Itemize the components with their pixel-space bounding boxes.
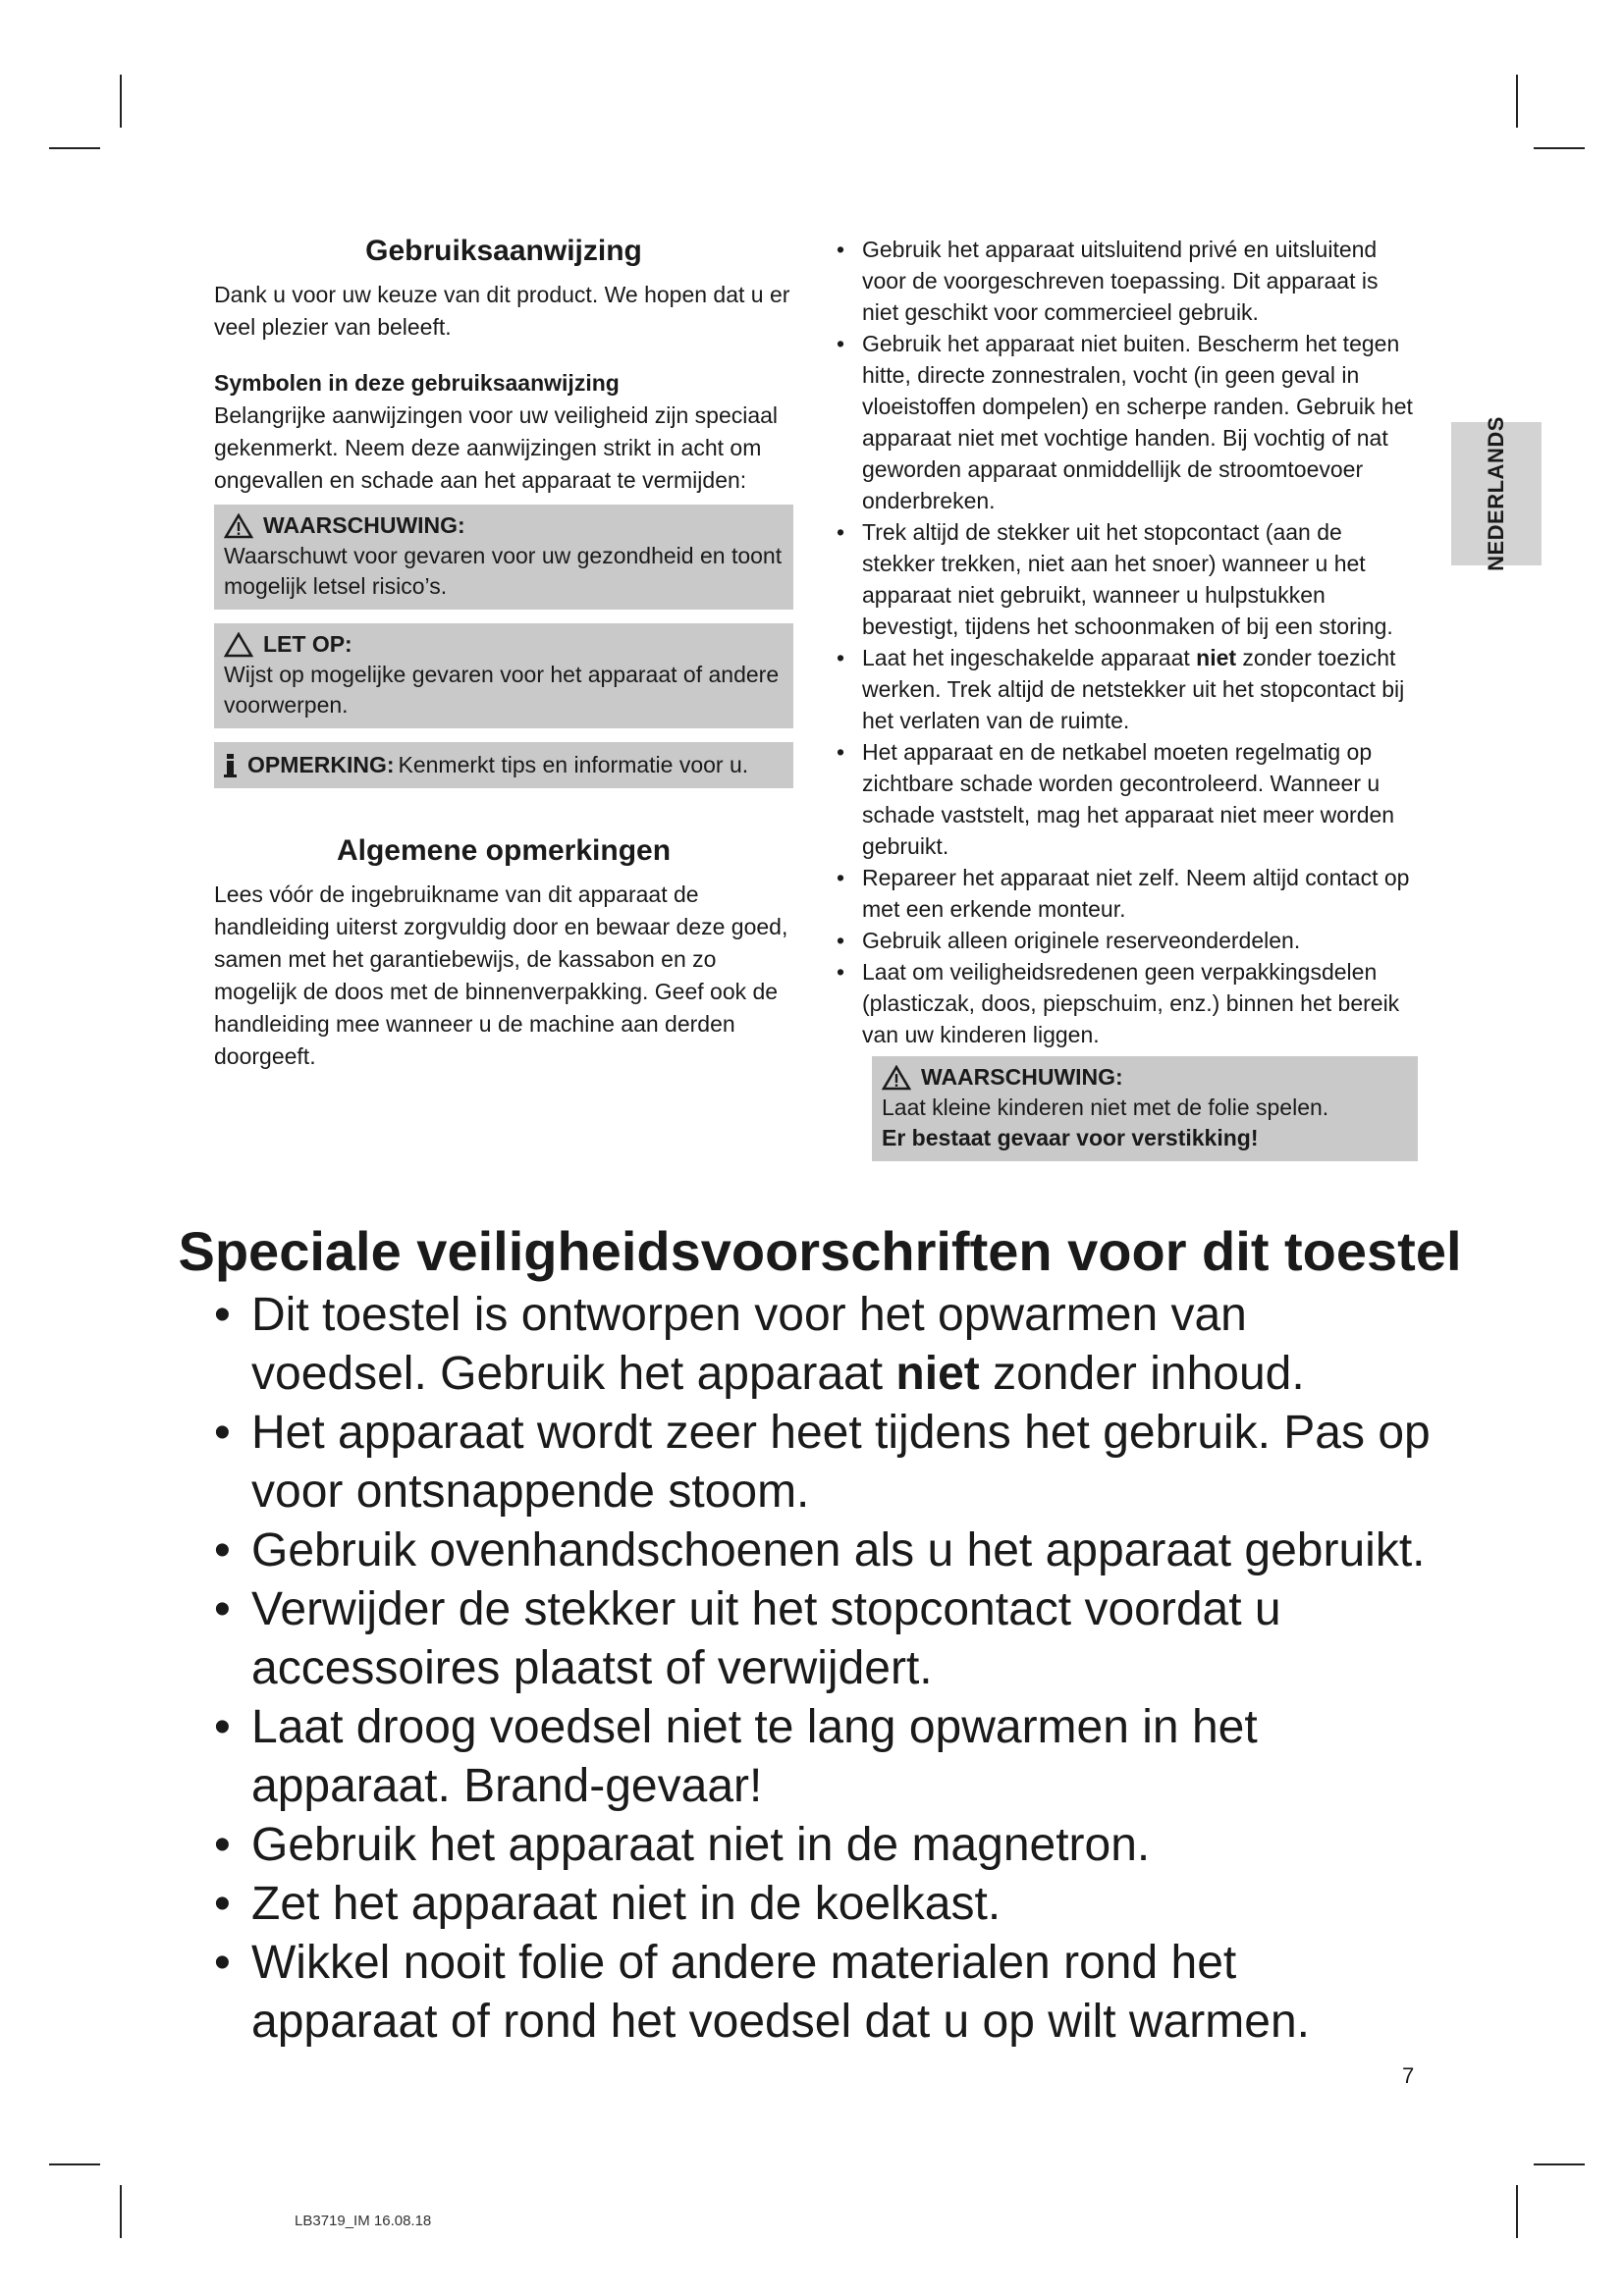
caution-triangle-icon xyxy=(224,632,253,658)
general-text: Lees vóór de ingebruikname van dit apparaat de handleiding uiterst zorgvuldig door en bewaar deze goed, samen met het garantiebewijs, de kassabon en zo mogelijk de doos met de binnenverpakking. Geef ook de handleiding mee wanneer u de machine aan derden doorgeeft. xyxy=(214,881,788,1069)
first-item-bold: niet xyxy=(895,1348,980,1400)
note-box-text: Kenmerkt tips en informatie voor u. xyxy=(398,752,749,777)
warning-box-text: Waarschuwt voor gevaren voor uw gezondheid en toont mogelijk letsel risico’s. xyxy=(224,543,783,599)
section-title: Speciale veiligheidsvoorschriften voor dit toestel xyxy=(178,1220,1462,1282)
list-item: • Het apparaat en de netkabel moeten regelmatig op zichtbare schade worden gecontroleerd. Wanneer u schade vaststelt, mag het apparaat niet meer worden gebruikt. xyxy=(833,736,1418,862)
caution-box-text: Wijst op mogelijke gevaren voor het apparaat of andere voorwerpen. xyxy=(224,662,780,718)
list-item: • Laat droog voedsel niet te lang opwarmen in het apparaat. Brand-gevaar! xyxy=(206,1698,1434,1816)
special-safety-list xyxy=(206,1286,1434,2052)
crop-mark xyxy=(1534,147,1585,149)
language-tab-label: NEDERLANDS xyxy=(1484,416,1508,571)
list-item: • Zet het apparaat niet in de koelkast. xyxy=(206,1875,1434,1934)
warning-box xyxy=(214,505,793,610)
crop-mark xyxy=(1516,75,1518,128)
right-column xyxy=(833,234,1418,1161)
symbols-heading: Symbolen in deze gebruiksaanwijzing xyxy=(214,370,620,396)
unattended-text-bold: niet xyxy=(1196,645,1237,670)
caution-box-title: LET OP: xyxy=(263,631,352,657)
caution-box xyxy=(214,623,793,728)
manual-title: Gebruiksaanwijzing xyxy=(365,235,642,267)
list-item: • Gebruik ovenhandschoenen als u het apparaat gebruikt. xyxy=(206,1522,1434,1580)
list-item: • Verwijder de stekker uit het stopcontact voordat u accessoires plaatst of verwijdert. xyxy=(206,1580,1434,1698)
list-item: • Wikkel nooit folie of andere materialen rond het apparaat of rond het voedsel dat u op wilt warmen. xyxy=(206,1934,1434,2052)
warning-triangle-icon xyxy=(224,513,253,539)
crop-mark xyxy=(49,147,100,149)
folie-warning-line1: Laat kleine kinderen niet met de folie spelen. xyxy=(882,1095,1329,1120)
intro-text: Dank u voor uw keuze van dit product. We hopen dat u er veel plezier van beleeft. xyxy=(214,282,790,340)
info-icon xyxy=(224,753,238,778)
left-column xyxy=(214,234,793,1073)
list-item: • Repareer het apparaat niet zelf. Neem altijd contact op met een erkende monteur. xyxy=(833,862,1418,925)
note-box xyxy=(214,742,793,788)
crop-mark xyxy=(49,2163,100,2165)
symbols-text: Belangrijke aanwijzingen voor uw veiligheid zijn speciaal gekenmerkt. Neem deze aanwijzingen strikt in acht om ongevallen en schade aan het apparaat te vermijden: xyxy=(214,402,779,493)
first-item-before: Dit toestel is ontworpen voor het opwarmen van voedsel. Gebruik het apparaat xyxy=(251,1289,1247,1400)
folie-warning-line2: Er bestaat gevaar voor verstikking! xyxy=(882,1125,1259,1150)
unattended-text-after: zonder toezicht werken. Trek altijd de netstekker uit het stopcontact bij het verlaten van de ruimte. xyxy=(862,645,1405,733)
list-item xyxy=(206,1286,1434,1404)
list-item: • Gebruik het apparaat uitsluitend privé en uitsluitend voor de voorgeschreven toepassing. Dit apparaat is niet geschikt voor commercieel gebruik. xyxy=(833,234,1418,328)
general-heading: Algemene opmerkingen xyxy=(336,834,672,867)
language-tab xyxy=(1451,416,1542,571)
list-item: • Gebruik het apparaat niet buiten. Bescherm het tegen hitte, directe zonnestralen, vocht (in geen geval in vloeistoffen dompelen) en scherpe randen. Gebruik het apparaat niet met vochtige handen. Bij vochtig of nat geworden apparaat onmiddellijk de stroomtoevoer onderbreken. xyxy=(833,328,1418,516)
list-item: • Gebruik het apparaat niet in de magnetron. xyxy=(206,1816,1434,1875)
warning-box-title: WAARSCHUWING: xyxy=(263,512,465,538)
list-item: • Laat om veiligheidsredenen geen verpakkingsdelen (plasticzak, doos, piepschuim, enz.) binnen het bereik van uw kinderen liggen. xyxy=(833,956,1418,1050)
list-item xyxy=(833,642,1418,736)
list-item: • Gebruik alleen originele reserveonderdelen. xyxy=(833,925,1418,956)
folie-warning-title: WAARSCHUWING: xyxy=(921,1064,1123,1090)
warning-triangle-icon xyxy=(882,1065,911,1091)
crop-mark xyxy=(120,75,122,128)
note-box-title: OPMERKING: xyxy=(247,752,395,777)
page-number: 7 xyxy=(1402,2063,1415,2088)
safety-list xyxy=(833,234,1418,1050)
crop-mark xyxy=(120,2185,122,2238)
folie-warning-box xyxy=(872,1056,1418,1161)
crop-mark xyxy=(1516,2185,1518,2238)
crop-mark xyxy=(1534,2163,1585,2165)
unattended-text-before: Laat het ingeschakelde apparaat xyxy=(862,645,1197,670)
first-item-after: zonder inhoud. xyxy=(979,1348,1305,1400)
footer-code: LB3719_IM 16.08.18 xyxy=(295,2213,432,2229)
list-item: • Het apparaat wordt zeer heet tijdens het gebruik. Pas op voor ontsnappende stoom. xyxy=(206,1404,1434,1522)
list-item: • Trek altijd de stekker uit het stopcontact (aan de stekker trekken, niet aan het snoer) wanneer u het apparaat niet gebruikt, wanneer u hulpstukken bevestigt, tijdens het schoonmaken of bij een storing. xyxy=(833,516,1418,642)
